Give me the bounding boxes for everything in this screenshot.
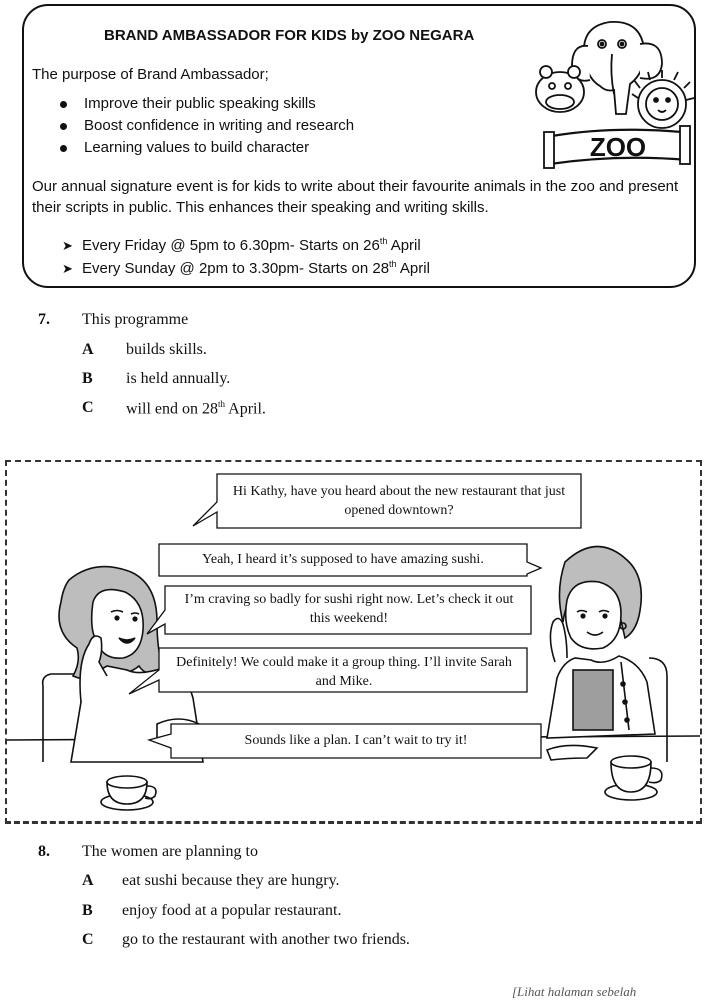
speech-bubble-2: Yeah, I heard it’s supposed to have amazing sushi. (202, 552, 484, 567)
purpose-intro: The purpose of Brand Ambassador; (32, 66, 269, 83)
zoo-animals-illustration (522, 14, 697, 174)
schedule-item: ➤ Every Sunday @ 2pm to 3.30pm- Starts on 28th April (62, 253, 430, 276)
purpose-item: Learning values to build character (60, 137, 354, 159)
q7-option-letter: B (82, 370, 93, 387)
page-footer-note: [Lihat halaman sebelah (512, 984, 637, 999)
poster-box (22, 4, 696, 288)
question-7-stem: This programme (82, 311, 189, 328)
arrow-bullet-icon: ➤ (62, 238, 73, 253)
arrow-bullet-icon: ➤ (62, 261, 73, 276)
q7-option-letter: C (82, 399, 94, 416)
speech-bubble-1: Hi Kathy, have you heard about the new restaurant that just opened downtown? (232, 484, 566, 518)
question-8-stem: The women are planning to (82, 843, 258, 860)
poster-title: BRAND AMBASSADOR FOR KIDS by ZOO NEGARA (104, 27, 475, 44)
purpose-list (60, 93, 354, 159)
q7-option-a[interactable]: builds skills. (126, 341, 207, 358)
speech-bubble-3: I’m craving so badly for sushi right now. Let’s check it out this weekend! (184, 592, 514, 626)
q8-option-letter: B (82, 902, 93, 919)
q8-option-b[interactable]: enjoy food at a popular restaurant. (122, 902, 342, 919)
q7-option-letter: A (82, 341, 94, 358)
purpose-item: Improve their public speaking skills (60, 93, 354, 115)
q8-option-a[interactable]: eat sushi because they are hungry. (122, 872, 340, 889)
purpose-item: Boost confidence in writing and research (60, 115, 354, 137)
q8-option-letter: C (82, 931, 94, 948)
zoo-sign-text: ZOO (589, 132, 647, 162)
conversation-comic (5, 460, 702, 824)
question-8-number: 8. (38, 843, 50, 860)
q8-option-letter: A (82, 872, 94, 889)
schedule-item: ➤ Every Friday @ 5pm to 6.30pm- Starts on 26th April (62, 230, 430, 253)
q8-option-c[interactable]: go to the restaurant with another two friends. (122, 931, 410, 948)
q7-option-c[interactable]: will end on 28th April. (126, 399, 266, 418)
schedule-list (62, 230, 430, 276)
question-7-number: 7. (38, 311, 50, 328)
q7-option-b[interactable]: is held annually. (126, 370, 231, 387)
event-description: Our annual signature event is for kids to write about their favourite animals in the zoo and present their scripts in public. This enhances their speaking and writing skills. (32, 178, 679, 216)
speech-bubble-5: Sounds like a plan. I can’t wait to try it! (244, 733, 468, 748)
speech-bubble-4: Definitely! We could make it a group thing. I’ll invite Sarah and Mike. (176, 655, 512, 689)
